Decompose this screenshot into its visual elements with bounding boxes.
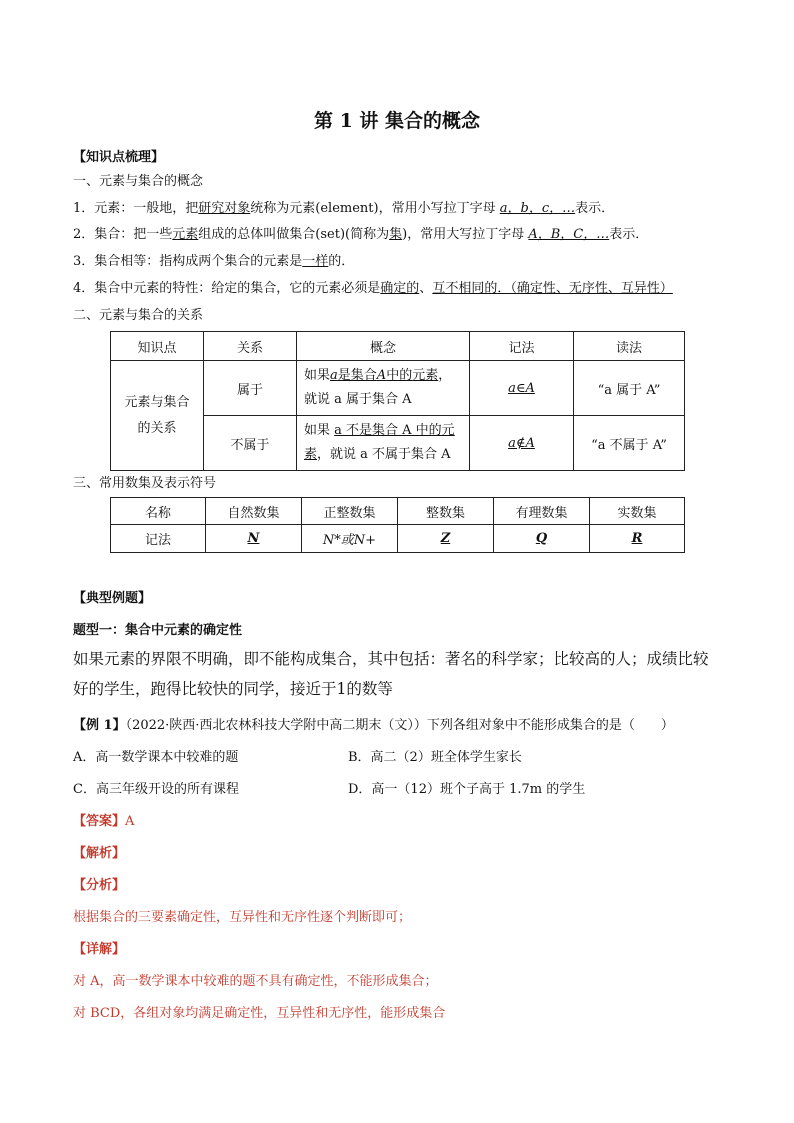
fenxi-label: 【分析】 bbox=[73, 878, 126, 893]
p1-text-a: 1．元素：一般地，把 bbox=[73, 201, 199, 216]
table1-header-concept: 概念 bbox=[297, 332, 470, 361]
symbol-Z: Z bbox=[398, 525, 494, 553]
analysis-label: 【解析】 bbox=[73, 846, 126, 861]
symbol-N-positive: N*或N+ bbox=[302, 525, 398, 553]
concept1-text: 如果 bbox=[304, 368, 331, 383]
element-set-relation-table bbox=[110, 331, 685, 471]
p2-text-c: 组成的总体叫做集合(set)(简称为 bbox=[198, 227, 390, 242]
paragraph-set-equality bbox=[73, 250, 354, 269]
table1-concept-not-belongs bbox=[297, 416, 470, 471]
fenxi-text: 根据集合的三要素确定性，互异性和无序性逐个判断即可； bbox=[73, 910, 412, 925]
paragraph-element-properties bbox=[73, 277, 673, 296]
detail-label: 【详解】 bbox=[73, 942, 126, 957]
detail-BCD: 对 BCD，各组对象均满足确定性，互异性和无序性，能形成集合 bbox=[73, 1006, 446, 1021]
part2-heading: 二、元素与集合的关系 bbox=[73, 308, 204, 323]
concept1-a: a bbox=[330, 368, 338, 383]
example1-label: 【例 1】 bbox=[73, 718, 126, 733]
p2-text-e: )，常用大写拉丁字母 bbox=[402, 227, 529, 242]
concept1-is-set: 是集合 bbox=[337, 368, 377, 383]
part1-heading: 一、元素与集合的概念 bbox=[73, 174, 204, 189]
table1-relation-belongs: 属于 bbox=[204, 361, 297, 416]
paragraph-element-definition bbox=[73, 197, 614, 216]
table1-header-notation: 记法 bbox=[470, 332, 574, 361]
table1-header-topic: 知识点 bbox=[111, 332, 204, 361]
option-B: B．高二（2）班全体学生家长 bbox=[348, 750, 522, 765]
table1-concept-belongs bbox=[297, 361, 470, 416]
p4-underlined-distinct: 互不相同的 bbox=[432, 281, 498, 296]
table2-reals: 实数集 bbox=[590, 498, 685, 525]
number-sets-table bbox=[110, 497, 685, 553]
type1-heading: 题型一：集合中元素的确定性 bbox=[73, 623, 243, 638]
option-D: D．高一（12）班个子高于 1.7m 的学生 bbox=[348, 782, 586, 797]
answer-label: 【答案】 bbox=[73, 814, 126, 829]
concept2-underlined: a 不是集合 A 中的元 bbox=[334, 423, 455, 438]
table2-notation-label: 记法 bbox=[111, 525, 206, 553]
answer-line bbox=[73, 810, 134, 829]
p3-text-a: 3．集合相等：指构成两个集合的元素是 bbox=[73, 254, 303, 269]
type1-explanation: 如果元素的界限不明确，即不能构成集合，其中包括：著名的科学家；比较高的人；成绩比较好的学生，跑得比较快的同学，接近于1的数等 bbox=[73, 650, 709, 698]
table1-relation-not-belongs: 不属于 bbox=[204, 416, 297, 471]
p3-underlined-same: 一样 bbox=[302, 254, 329, 269]
page-title: 第 1 讲 集合的概念 bbox=[313, 110, 481, 132]
example1-text: （2022·陕西·西北农林科技大学附中高二期末（文））下列各组对象中不能形成集合的是（ ） bbox=[125, 718, 674, 733]
table1-reading-belongs: “a 属于 A” bbox=[574, 361, 685, 416]
table1-topic-line2: 的关系 bbox=[137, 420, 177, 436]
table1-topic-line1: 元素与集合 bbox=[124, 394, 190, 410]
p1-underlined-object: 研究对象 bbox=[198, 201, 251, 216]
p1-letters: a，b，c，… bbox=[499, 201, 576, 216]
p4-text-a: 4．集合中元素的特性：给定的集合，它的元素必须是 bbox=[73, 281, 381, 296]
concept2-conclusion: ，就说 a 不属于集合 A bbox=[317, 447, 451, 462]
concept1-comma: ， bbox=[438, 368, 452, 383]
table2-name-label: 名称 bbox=[111, 498, 206, 525]
table2-natural-numbers: 自然数集 bbox=[206, 498, 302, 525]
table1-notation-belongs: a∈A bbox=[470, 361, 574, 416]
table1-header-relation: 关系 bbox=[204, 332, 297, 361]
table2-positive-integers: 正整数集 bbox=[302, 498, 398, 525]
concept1-A: A bbox=[376, 368, 387, 383]
table1-header-reading: 读法 bbox=[574, 332, 685, 361]
table2-rationals: 有理数集 bbox=[494, 498, 590, 525]
table1-topic-cell bbox=[111, 361, 204, 471]
knowledge-section-label: 【知识点梳理】 bbox=[73, 150, 165, 165]
p4-text-c: 、 bbox=[419, 281, 433, 296]
example1-question bbox=[73, 714, 674, 733]
option-A: A．高一数学课本中较难的题 bbox=[73, 750, 239, 765]
concept1-element: 元素 bbox=[412, 368, 439, 383]
symbol-N: N bbox=[206, 525, 302, 553]
table1-reading-not-belongs: “a 不属于 A” bbox=[574, 416, 685, 471]
p1-text-c: 统称为元素(element)，常用小写拉丁字母 bbox=[250, 201, 500, 216]
answer-value: A bbox=[125, 814, 135, 829]
concept2-underlined-end: 素 bbox=[304, 447, 318, 462]
table2-integers: 整数集 bbox=[398, 498, 494, 525]
p3-text-c: 的． bbox=[328, 254, 355, 269]
p4-underlined-properties: ．（确定性、无序性、互异性） bbox=[497, 281, 673, 296]
p2-letters: A，B，C，… bbox=[528, 227, 610, 242]
p2-text-g: 表示． bbox=[609, 227, 649, 242]
symbol-Q: Q bbox=[494, 525, 590, 553]
symbol-R: R bbox=[590, 525, 685, 553]
p1-text-e: 表示． bbox=[575, 201, 615, 216]
p2-underlined-set: 集 bbox=[389, 227, 403, 242]
p2-text-a: 2．集合：把一些 bbox=[73, 227, 173, 242]
paragraph-set-definition bbox=[73, 223, 648, 242]
examples-section-label: 【典型例题】 bbox=[73, 591, 152, 606]
p4-underlined-determinate: 确定的 bbox=[380, 281, 420, 296]
detail-A: 对 A，高一数学课本中较难的题不具有确定性，不能形成集合； bbox=[73, 974, 438, 989]
concept2-text: 如果 bbox=[304, 423, 335, 438]
part3-heading: 三、常用数集及表示符号 bbox=[73, 476, 217, 491]
option-C: C．高三年级开设的所有课程 bbox=[73, 782, 239, 797]
concept1-in: 中的 bbox=[386, 368, 413, 383]
p2-underlined-element: 元素 bbox=[172, 227, 199, 242]
table1-notation-not-belongs: a∉A bbox=[470, 416, 574, 471]
concept1-conclusion: 就说 a 属于集合 A bbox=[304, 392, 412, 407]
